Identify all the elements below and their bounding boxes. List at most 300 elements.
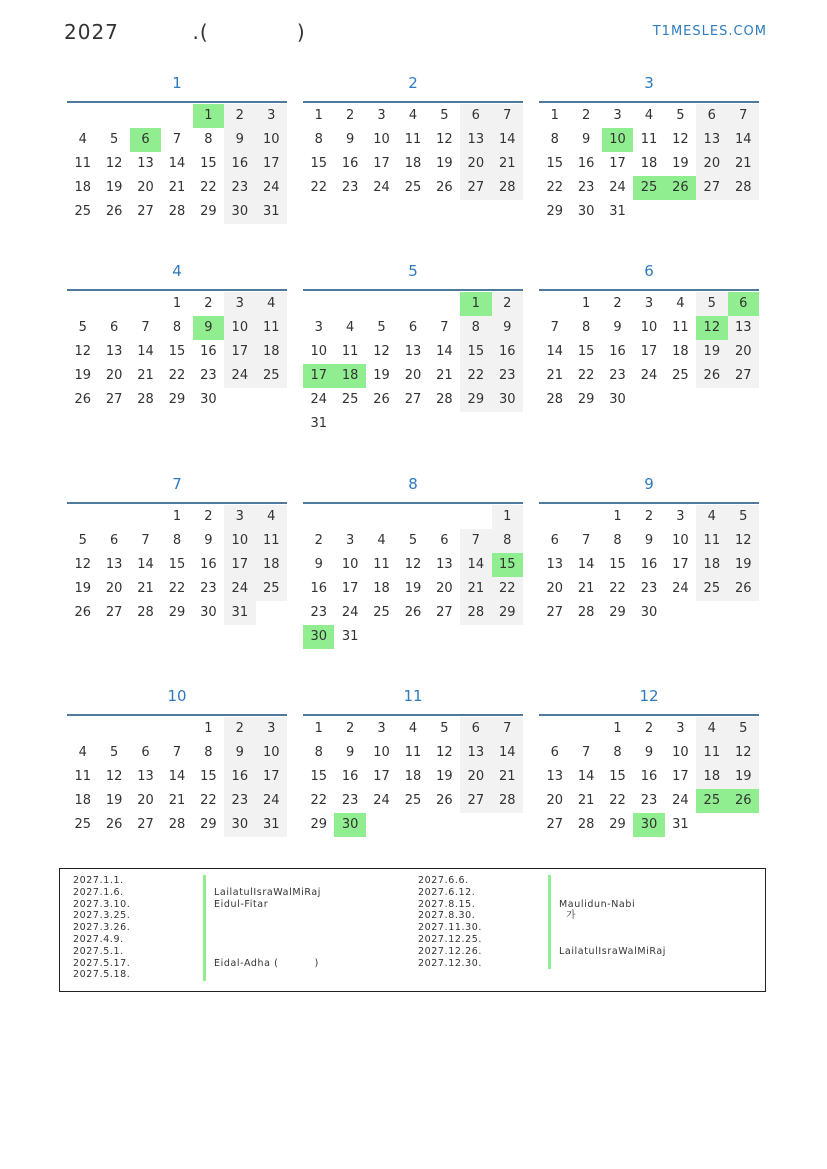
empty-day xyxy=(728,388,759,412)
month-7 xyxy=(67,469,287,625)
day-cell: 8 xyxy=(204,745,213,760)
holiday-marker xyxy=(548,946,551,958)
day-cell: 7 xyxy=(141,320,150,335)
day-cell: 6 xyxy=(550,745,559,760)
month-divider xyxy=(67,502,287,504)
month-grid xyxy=(303,717,523,837)
day-cell: 3 xyxy=(613,108,622,123)
holiday-row xyxy=(418,910,739,922)
day-cell: 24 xyxy=(341,605,359,620)
holiday-row xyxy=(418,875,739,887)
empty-day xyxy=(397,813,428,837)
holiday-column-right xyxy=(418,875,739,969)
holiday-marker xyxy=(548,899,551,911)
day-cell: 28 xyxy=(168,204,186,219)
holiday-marker xyxy=(203,910,206,922)
empty-day xyxy=(67,717,98,741)
day-cell: 6 xyxy=(440,533,449,548)
empty-day xyxy=(460,505,491,529)
day-cell: 29 xyxy=(200,204,217,219)
month-name: 6 xyxy=(644,262,654,280)
day-cell: 11 xyxy=(74,769,91,784)
day-cell: 31 xyxy=(341,629,359,644)
holiday-date: 2027.1.1. xyxy=(73,875,124,886)
day-cell: 30 xyxy=(633,813,664,837)
day-cell: 26 xyxy=(665,176,696,200)
month-divider xyxy=(67,714,287,716)
day-cell: 25 xyxy=(633,176,664,200)
day-cell: 30 xyxy=(303,625,334,649)
holiday-name xyxy=(214,922,394,934)
day-cell: 28 xyxy=(577,817,595,832)
day-cell: 24 xyxy=(672,581,689,596)
empty-day xyxy=(161,104,192,128)
day-cell: 3 xyxy=(644,296,654,311)
day-cell: 26 xyxy=(105,817,123,832)
day-cell: 29 xyxy=(310,817,327,832)
day-cell: 8 xyxy=(492,529,523,553)
day-cell: 9 xyxy=(345,745,355,760)
day-cell: 9 xyxy=(613,320,622,335)
day-cell: 26 xyxy=(728,577,759,601)
day-cell: 22 xyxy=(609,581,626,596)
day-cell: 22 xyxy=(577,368,595,383)
day-cell: 31 xyxy=(256,200,287,224)
day-cell: 3 xyxy=(314,320,323,335)
day-cell: 4 xyxy=(256,505,287,529)
month-grid xyxy=(67,717,287,837)
day-cell: 5 xyxy=(78,320,87,335)
day-cell: 10 xyxy=(672,745,689,760)
month-divider xyxy=(303,101,523,103)
day-cell: 7 xyxy=(492,717,523,741)
day-cell: 23 xyxy=(224,176,255,200)
empty-day xyxy=(98,292,129,316)
day-cell: 28 xyxy=(436,392,453,407)
day-cell: 30 xyxy=(200,392,217,407)
day-cell: 17 xyxy=(672,557,689,572)
day-cell: 26 xyxy=(105,204,123,219)
day-cell: 30 xyxy=(609,392,626,407)
empty-day xyxy=(539,505,570,529)
day-cell: 25 xyxy=(404,793,422,808)
day-cell: 15 xyxy=(577,344,595,359)
day-cell: 31 xyxy=(256,813,287,837)
empty-day xyxy=(334,292,365,316)
day-cell: 13 xyxy=(546,769,563,784)
month-8 xyxy=(303,469,523,649)
day-cell: 22 xyxy=(310,793,327,808)
empty-day xyxy=(570,505,601,529)
day-cell: 11 xyxy=(696,741,727,765)
day-cell: 1 xyxy=(613,509,622,524)
day-cell: 20 xyxy=(436,581,453,596)
holiday-date: 2027.8.30. xyxy=(418,910,476,922)
day-cell: 15 xyxy=(168,557,186,572)
day-cell: 28 xyxy=(546,392,563,407)
day-cell: 14 xyxy=(492,741,523,765)
day-cell: 19 xyxy=(105,180,123,195)
holiday-row xyxy=(73,958,394,970)
day-cell: 15 xyxy=(609,769,626,784)
day-cell: 18 xyxy=(696,553,727,577)
day-cell: 16 xyxy=(341,156,359,171)
empty-day xyxy=(696,813,727,837)
day-cell: 13 xyxy=(137,156,154,171)
month-divider xyxy=(67,289,287,291)
empty-day xyxy=(429,813,460,837)
holiday-row xyxy=(73,910,394,922)
holiday-row xyxy=(418,899,739,911)
day-cell: 19 xyxy=(436,156,453,171)
empty-day xyxy=(665,200,696,224)
day-cell: 16 xyxy=(341,769,359,784)
day-cell: 6 xyxy=(460,104,491,128)
month-divider xyxy=(67,101,287,103)
empty-day xyxy=(224,388,255,412)
day-cell: 26 xyxy=(696,364,727,388)
day-cell: 7 xyxy=(460,529,491,553)
holiday-name xyxy=(559,887,739,899)
empty-day xyxy=(539,292,570,316)
day-cell: 12 xyxy=(672,132,689,147)
day-cell: 10 xyxy=(224,316,255,340)
day-cell: 6 xyxy=(408,320,418,335)
month-divider xyxy=(303,502,523,504)
day-cell: 21 xyxy=(137,581,154,596)
month-2 xyxy=(303,68,523,200)
day-cell: 16 xyxy=(224,765,255,789)
day-cell: 2 xyxy=(492,292,523,316)
day-cell: 28 xyxy=(168,817,186,832)
day-cell: 12 xyxy=(74,557,91,572)
month-5 xyxy=(303,256,523,436)
day-cell: 3 xyxy=(377,721,386,736)
day-cell: 19 xyxy=(105,793,123,808)
empty-day xyxy=(67,505,98,529)
day-cell: 15 xyxy=(609,557,626,572)
day-cell: 25 xyxy=(256,577,287,601)
day-cell: 21 xyxy=(728,152,759,176)
month-9 xyxy=(539,469,759,625)
month-grid xyxy=(67,104,287,224)
empty-day xyxy=(67,104,98,128)
day-cell: 12 xyxy=(696,316,727,340)
holiday-marker xyxy=(548,910,551,922)
day-cell: 21 xyxy=(436,368,453,383)
holiday-name xyxy=(214,946,394,958)
day-cell: 17 xyxy=(256,152,287,176)
holiday-marker xyxy=(548,922,551,934)
day-cell: 25 xyxy=(696,577,727,601)
day-cell: 12 xyxy=(74,344,91,359)
holiday-marker xyxy=(203,887,206,899)
month-name: 9 xyxy=(644,475,654,493)
day-cell: 5 xyxy=(78,533,87,548)
day-cell: 20 xyxy=(728,340,759,364)
day-cell: 9 xyxy=(492,316,523,340)
day-cell: 4 xyxy=(676,296,685,311)
day-cell: 14 xyxy=(577,769,595,784)
day-cell: 11 xyxy=(696,529,727,553)
day-cell: 13 xyxy=(460,128,491,152)
day-cell: 29 xyxy=(200,817,217,832)
day-cell: 4 xyxy=(408,721,418,736)
day-cell: 21 xyxy=(137,368,154,383)
day-cell: 26 xyxy=(373,392,390,407)
day-cell: 9 xyxy=(224,128,255,152)
day-cell: 12 xyxy=(373,344,390,359)
empty-day xyxy=(366,625,397,649)
day-cell: 5 xyxy=(676,108,685,123)
day-cell: 11 xyxy=(74,156,91,171)
holiday-marker xyxy=(548,934,551,946)
day-cell: 26 xyxy=(436,793,453,808)
day-cell: 22 xyxy=(492,577,523,601)
day-cell: 18 xyxy=(404,156,422,171)
holiday-name xyxy=(559,875,739,887)
day-cell: 30 xyxy=(492,388,523,412)
day-cell: 24 xyxy=(373,180,390,195)
day-cell: 14 xyxy=(728,128,759,152)
day-cell: 16 xyxy=(640,557,658,572)
day-cell: 2 xyxy=(204,296,213,311)
day-cell: 9 xyxy=(314,557,323,572)
day-cell: 13 xyxy=(137,769,154,784)
day-cell: 2 xyxy=(314,533,323,548)
day-cell: 8 xyxy=(172,533,182,548)
empty-day xyxy=(570,717,601,741)
day-cell: 19 xyxy=(672,156,689,171)
empty-day xyxy=(98,104,129,128)
month-grid xyxy=(303,104,523,200)
day-cell: 27 xyxy=(404,392,422,407)
empty-day xyxy=(161,717,192,741)
day-cell: 19 xyxy=(404,581,422,596)
day-cell: 20 xyxy=(137,180,154,195)
day-cell: 22 xyxy=(200,180,217,195)
day-cell: 25 xyxy=(404,180,422,195)
empty-day xyxy=(492,625,523,649)
day-cell: 23 xyxy=(310,605,327,620)
day-cell: 22 xyxy=(609,793,626,808)
holiday-date: 2027.12.30. xyxy=(418,957,483,969)
day-cell: 23 xyxy=(640,581,658,596)
day-cell: 18 xyxy=(74,180,91,195)
day-cell: 18 xyxy=(256,553,287,577)
month-11 xyxy=(303,681,523,837)
day-cell: 28 xyxy=(460,601,491,625)
day-cell: 1 xyxy=(460,292,491,316)
day-cell: 4 xyxy=(696,717,727,741)
day-cell: 24 xyxy=(609,180,626,195)
empty-day xyxy=(366,292,397,316)
empty-day xyxy=(539,717,570,741)
month-10 xyxy=(67,681,287,837)
day-cell: 7 xyxy=(550,320,559,335)
holiday-marker xyxy=(203,875,206,887)
day-cell: 29 xyxy=(168,392,186,407)
day-cell: 16 xyxy=(640,769,658,784)
day-cell: 8 xyxy=(314,132,323,147)
day-cell: 5 xyxy=(377,320,386,335)
day-cell: 2 xyxy=(224,717,255,741)
day-cell: 12 xyxy=(436,132,453,147)
site-link[interactable]: T1MESLES.COM xyxy=(652,24,767,39)
day-cell: 6 xyxy=(141,745,150,760)
empty-day xyxy=(492,412,523,436)
holiday-row xyxy=(418,922,739,934)
day-cell: 14 xyxy=(436,344,453,359)
day-cell: 27 xyxy=(546,817,563,832)
day-cell: 8 xyxy=(460,316,491,340)
day-cell: 19 xyxy=(728,765,759,789)
holiday-name: 가 xyxy=(559,910,577,922)
day-cell: 12 xyxy=(105,156,123,171)
month-name: 4 xyxy=(172,262,182,280)
day-cell: 9 xyxy=(345,132,355,147)
month-name: 11 xyxy=(403,687,423,705)
day-cell: 30 xyxy=(334,813,365,837)
month-name: 5 xyxy=(408,262,418,280)
day-cell: 21 xyxy=(492,152,523,176)
day-cell: 27 xyxy=(460,789,491,813)
day-cell: 25 xyxy=(74,817,91,832)
day-cell: 20 xyxy=(696,152,727,176)
empty-day xyxy=(696,601,727,625)
empty-day xyxy=(130,717,161,741)
page-title: 2027 .( ) xyxy=(64,20,306,44)
day-cell: 29 xyxy=(546,204,563,219)
day-cell: 7 xyxy=(172,745,182,760)
day-cell: 23 xyxy=(200,581,217,596)
day-cell: 1 xyxy=(314,721,323,736)
day-cell: 7 xyxy=(728,104,759,128)
day-cell: 14 xyxy=(168,156,186,171)
day-cell: 28 xyxy=(137,392,154,407)
day-cell: 26 xyxy=(436,180,453,195)
month-divider xyxy=(303,714,523,716)
holiday-name xyxy=(214,875,394,887)
holiday-name xyxy=(559,934,739,946)
month-name: 1 xyxy=(172,74,182,92)
day-cell: 4 xyxy=(78,132,87,147)
empty-day xyxy=(130,292,161,316)
empty-day xyxy=(665,388,696,412)
holiday-marker xyxy=(203,899,206,911)
day-cell: 23 xyxy=(640,793,658,808)
day-cell: 20 xyxy=(137,793,154,808)
day-cell: 8 xyxy=(314,745,323,760)
holiday-date: 2027.6.12. xyxy=(418,886,476,898)
day-cell: 17 xyxy=(672,769,689,784)
holiday-row xyxy=(73,875,394,887)
day-cell: 10 xyxy=(672,533,689,548)
empty-day xyxy=(728,813,759,837)
day-cell: 8 xyxy=(550,132,559,147)
day-cell: 23 xyxy=(200,368,217,383)
empty-day xyxy=(303,505,334,529)
day-cell: 29 xyxy=(609,605,626,620)
day-cell: 27 xyxy=(546,605,563,620)
day-cell: 24 xyxy=(672,793,689,808)
day-cell: 10 xyxy=(373,132,390,147)
day-cell: 23 xyxy=(609,368,626,383)
day-cell: 9 xyxy=(581,132,591,147)
day-cell: 18 xyxy=(696,765,727,789)
day-cell: 15 xyxy=(200,769,217,784)
day-cell: 31 xyxy=(672,817,689,832)
day-cell: 21 xyxy=(492,765,523,789)
holiday-date: 2027.12.26. xyxy=(418,945,483,957)
day-cell: 21 xyxy=(577,793,595,808)
holiday-name: Maulidun-Nabi xyxy=(559,898,636,910)
day-cell: 24 xyxy=(373,793,390,808)
day-cell: 6 xyxy=(130,128,161,152)
month-divider xyxy=(303,289,523,291)
day-cell: 7 xyxy=(492,104,523,128)
day-cell: 12 xyxy=(404,557,422,572)
holiday-name: LailatulIsraWalMiRaj xyxy=(559,945,667,957)
day-cell: 20 xyxy=(105,368,123,383)
day-cell: 27 xyxy=(460,176,491,200)
day-cell: 6 xyxy=(696,104,727,128)
month-4 xyxy=(67,256,287,412)
day-cell: 23 xyxy=(577,180,595,195)
day-cell: 27 xyxy=(137,204,154,219)
day-cell: 25 xyxy=(696,789,727,813)
day-cell: 14 xyxy=(460,553,491,577)
day-cell: 25 xyxy=(74,204,91,219)
day-cell: 3 xyxy=(377,108,386,123)
holiday-row xyxy=(73,899,394,911)
day-cell: 21 xyxy=(546,368,563,383)
empty-day xyxy=(429,625,460,649)
day-cell: 15 xyxy=(168,344,186,359)
day-cell: 20 xyxy=(546,793,563,808)
day-cell: 15 xyxy=(200,156,217,171)
day-cell: 1 xyxy=(172,296,182,311)
holiday-row xyxy=(73,934,394,946)
day-cell: 12 xyxy=(436,745,453,760)
day-cell: 31 xyxy=(609,204,626,219)
holiday-name xyxy=(214,910,394,922)
day-cell: 29 xyxy=(609,817,626,832)
day-cell: 12 xyxy=(728,741,759,765)
day-cell: 17 xyxy=(224,553,255,577)
empty-day xyxy=(429,412,460,436)
empty-day xyxy=(256,388,287,412)
day-cell: 1 xyxy=(314,108,323,123)
holiday-name xyxy=(559,922,739,934)
day-cell: 5 xyxy=(696,292,727,316)
month-divider xyxy=(539,101,759,103)
empty-day xyxy=(397,625,428,649)
day-cell: 8 xyxy=(172,320,182,335)
holiday-name xyxy=(559,958,739,970)
day-cell: 2 xyxy=(644,509,654,524)
holiday-row xyxy=(418,934,739,946)
day-cell: 28 xyxy=(728,176,759,200)
holiday-date: 2027.4.9. xyxy=(73,933,124,945)
day-cell: 8 xyxy=(613,533,622,548)
day-cell: 17 xyxy=(373,156,390,171)
empty-day xyxy=(256,601,287,625)
day-cell: 14 xyxy=(577,557,595,572)
month-grid xyxy=(539,292,759,412)
empty-day xyxy=(665,601,696,625)
month-divider xyxy=(539,289,759,291)
